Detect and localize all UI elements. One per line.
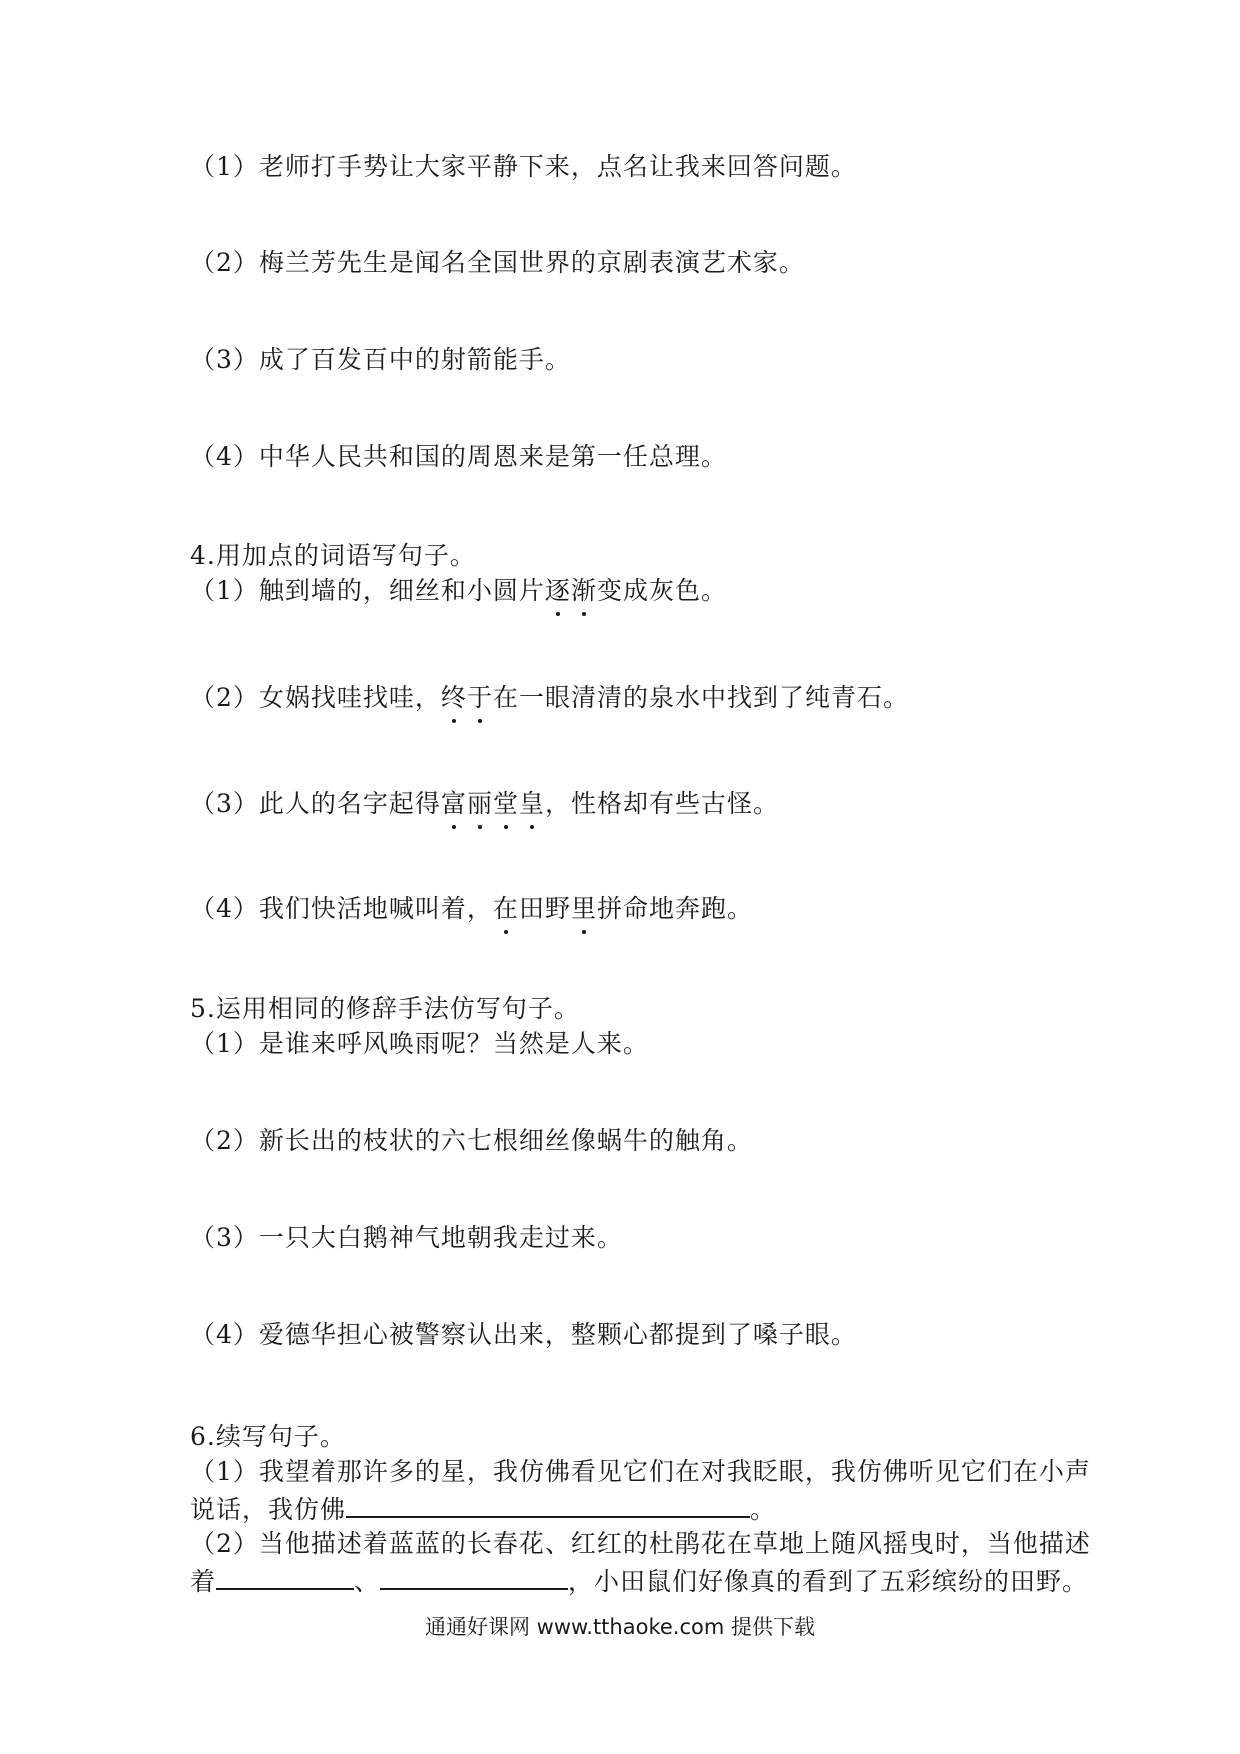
s6-item-1-line-1: （1）我望着那许多的星，我仿佛看见它们在对我眨眼，我仿佛听见它们在小声 (190, 1457, 1091, 1486)
s5-item-1: （1）是谁来呼风唤雨呢？当然是人来。 (190, 1029, 649, 1058)
s3-item-4: （4）中华人民共和国的周恩来是第一任总理。 (190, 442, 727, 471)
s4-item-4-after: 拼命地奔跑。 (596, 894, 753, 923)
emphasis-dot-char: 渐 (571, 574, 597, 608)
s6-item-2-line-2 (190, 1562, 1088, 1599)
s4-item-3-after: ，性格却有些古怪。 (544, 789, 779, 818)
s5-item-3: （3）一只大白鹅神气地朝我走过来。 (190, 1223, 623, 1252)
s4-item-2-before: （2）女娲找哇找哇， (190, 683, 441, 712)
emphasis-dot-char: 堂 (493, 787, 519, 821)
s4-item-2 (190, 681, 909, 715)
s6-item-1-line-2 (190, 1490, 776, 1527)
s4-item-4-before: （4）我们快活地喊叫着， (190, 894, 493, 923)
s6-item-1-after: 。 (750, 1495, 777, 1524)
s4-item-1-after: 变成灰色。 (596, 576, 727, 605)
s4-item-1-before: （1）触到墙的，细丝和小圆片 (190, 576, 545, 605)
s4-item-4-dotted-1 (493, 894, 519, 923)
s6-title: 6.续写句子。 (190, 1422, 346, 1451)
s6-item-2-mid: 、 (354, 1567, 381, 1596)
footer-credit: 通通好课网 www.tthaoke.com 提供下载 (425, 1615, 815, 1639)
s4-item-3 (190, 787, 779, 821)
s4-item-1-dotted (545, 576, 597, 605)
s5-item-4: （4）爱德华担心被警察认出来，整颗心都提到了嗓子眼。 (190, 1320, 857, 1349)
s4-item-2-after: 在一眼清清的泉水中找到了纯青石。 (492, 683, 909, 712)
s3-item-2: （2）梅兰芳先生是闻名全国世界的京剧表演艺术家。 (190, 248, 805, 277)
s3-item-1: （1）老师打手势让大家平静下来，点名让我来回答问题。 (190, 152, 857, 181)
fill-blank-3[interactable] (380, 1562, 568, 1590)
s4-item-4-mid: 田野 (518, 894, 571, 923)
emphasis-dot-char: 富 (441, 787, 467, 821)
s6-item-2-line-1: （2）当他描述着蓝蓝的长春花、红红的杜鹃花在草地上随风摇曳时，当他描述 (190, 1529, 1091, 1558)
emphasis-dot-char: 于 (467, 681, 493, 715)
s6-item-1-before: 说话，我仿佛 (190, 1495, 347, 1524)
s6-item-2-before: 着 (190, 1567, 217, 1596)
emphasis-dot-char: 在 (493, 892, 519, 926)
s4-item-1 (190, 574, 727, 608)
fill-blank-2[interactable] (216, 1562, 354, 1590)
s5-item-2: （2）新长出的枝状的六七根细丝像蜗牛的触角。 (190, 1126, 753, 1155)
s4-item-2-dotted (441, 683, 493, 712)
s4-item-3-before: （3）此人的名字起得 (190, 789, 441, 818)
emphasis-dot-char: 里 (571, 892, 597, 926)
s4-item-4 (190, 892, 753, 926)
emphasis-dot-char: 丽 (467, 787, 493, 821)
emphasis-dot-char: 终 (441, 681, 467, 715)
s4-item-4-dotted-2 (571, 894, 597, 923)
fill-blank-1[interactable] (346, 1490, 750, 1518)
s4-title: 4.用加点的词语写句子。 (190, 541, 476, 570)
s5-title: 5.运用相同的修辞手法仿写句子。 (190, 994, 580, 1023)
emphasis-dot-char: 逐 (545, 574, 571, 608)
s4-item-3-dotted (441, 789, 545, 818)
emphasis-dot-char: 皇 (519, 787, 545, 821)
s6-item-2-after: ，小田鼠们好像真的看到了五彩缤纷的田野。 (568, 1567, 1089, 1596)
s3-item-3: （3）成了百发百中的射箭能手。 (190, 345, 571, 374)
